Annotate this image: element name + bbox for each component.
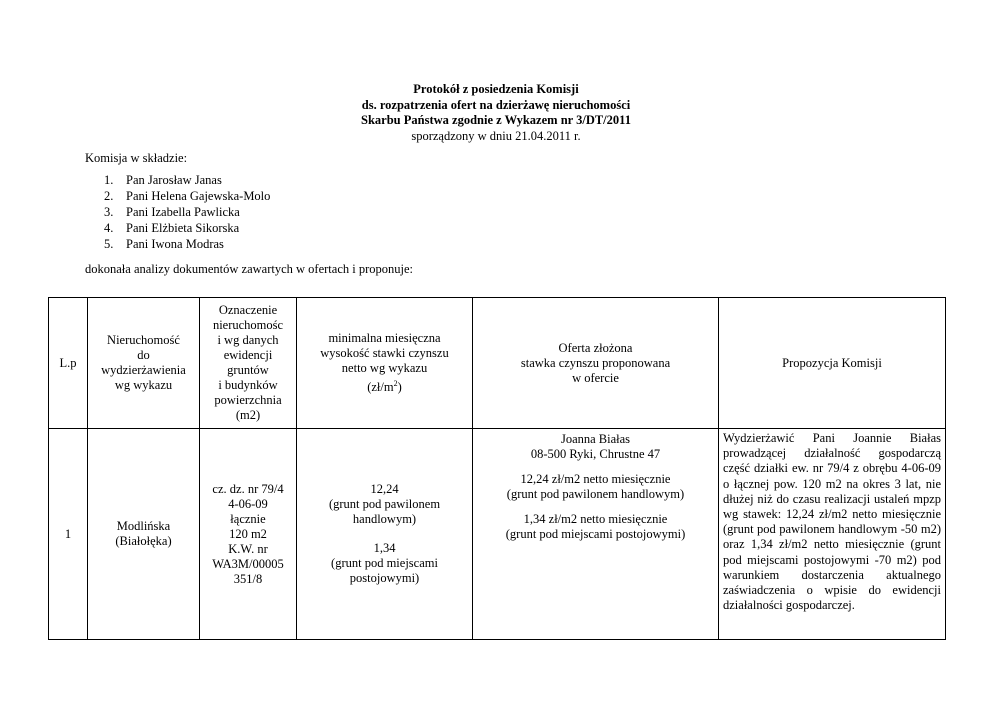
commission-label: Komisja w składzie: — [85, 151, 188, 165]
title-date-line: sporządzony w dniu 21.04.2011 r. — [411, 128, 581, 143]
title-line-2: ds. rozpatrzenia ofert na dzierżawę nieruchomości — [361, 97, 631, 112]
member-item: 3. Pani Izabella Pawlicka — [104, 205, 240, 219]
members-list — [104, 172, 270, 252]
header-property: Nieruchomość do wydzierżawienia wg wykazu — [88, 298, 200, 429]
member-item: 4. Pani Elżbieta Sikorska — [104, 221, 240, 235]
cell-min-rate: 12,24 (grunt pod pawilonem handlowym) 1,34 (grunt pod miejscami postojowymi) — [297, 429, 473, 640]
header-proposal: Propozycja Komisji — [719, 298, 946, 429]
document-title-block — [0, 82, 992, 144]
header-offer: Oferta złożona stawka czynszu proponowana w ofercie — [473, 298, 719, 429]
cell-designation: cz. dz. nr 79/4 4-06-09 łącznie 120 m2 K.W. nr WA3M/00005 351/8 — [200, 429, 297, 640]
cell-proposal: Wydzierżawić Pani Joannie Białas prowadzącej działalność gospodarczą część działki ew. nr 79/4 z obrębu 4-06-09 o łącznej pow. 120 m2 na okres 3 lat, nie dłużej niż do czasu realizacji ustaleń mpzp wg stawek: 12,24 zł/m2 netto miesięcznie (grunt pod pawilonem handlowym -50 m2) oraz 1,34 zł/m2 netto miesięcznie (grunt pod miejscami postojowymi -70 m2) pod warunkiem dostarczenia aktualnego zaświadczenia o wpisie do ewidencji działalności gospodarczej. — [719, 429, 946, 640]
cell-offer: Joanna Białas 08-500 Ryki, Chrustne 47 12,24 zł/m2 netto miesięcznie (grunt pod pawilonem handlowym) 1,34 zł/m2 netto miesięcznie (grunt pod miejscami postojowymi) — [473, 429, 719, 640]
member-item: 2. Pani Helena Gajewska-Molo — [104, 189, 271, 203]
header-min-rate: minimalna miesięczna wysokość stawki czynszu netto wg wykazu $(zł/m^2)$ — [297, 298, 473, 429]
header-lp: L.p — [49, 298, 88, 429]
table-header-row — [49, 298, 946, 429]
cell-lp: 1 — [49, 429, 88, 640]
analysis-text: dokonała analizy dokumentów zawartych w ofertach i proponuje: — [85, 262, 414, 276]
member-item: 5. Pani Iwona Modras — [104, 237, 224, 251]
title-line-1: Protokół z posiedzenia Komisji — [413, 82, 579, 96]
member-item: 1. Pan Jarosław Janas — [104, 173, 222, 187]
header-designation: Oznaczenie nieruchomośc i wg danych ewidencji gruntów i budynków powierzchnia (m2) — [200, 298, 297, 429]
offers-table — [48, 297, 946, 640]
title-line-3: Skarbu Państwa zgodnie z Wykazem nr 3/DT/2011 — [361, 113, 631, 127]
cell-property: Modlińska (Białołęka) — [88, 429, 200, 640]
min-rate-unit: $(zł/m^2)$ — [367, 378, 402, 395]
table-row — [49, 429, 946, 640]
